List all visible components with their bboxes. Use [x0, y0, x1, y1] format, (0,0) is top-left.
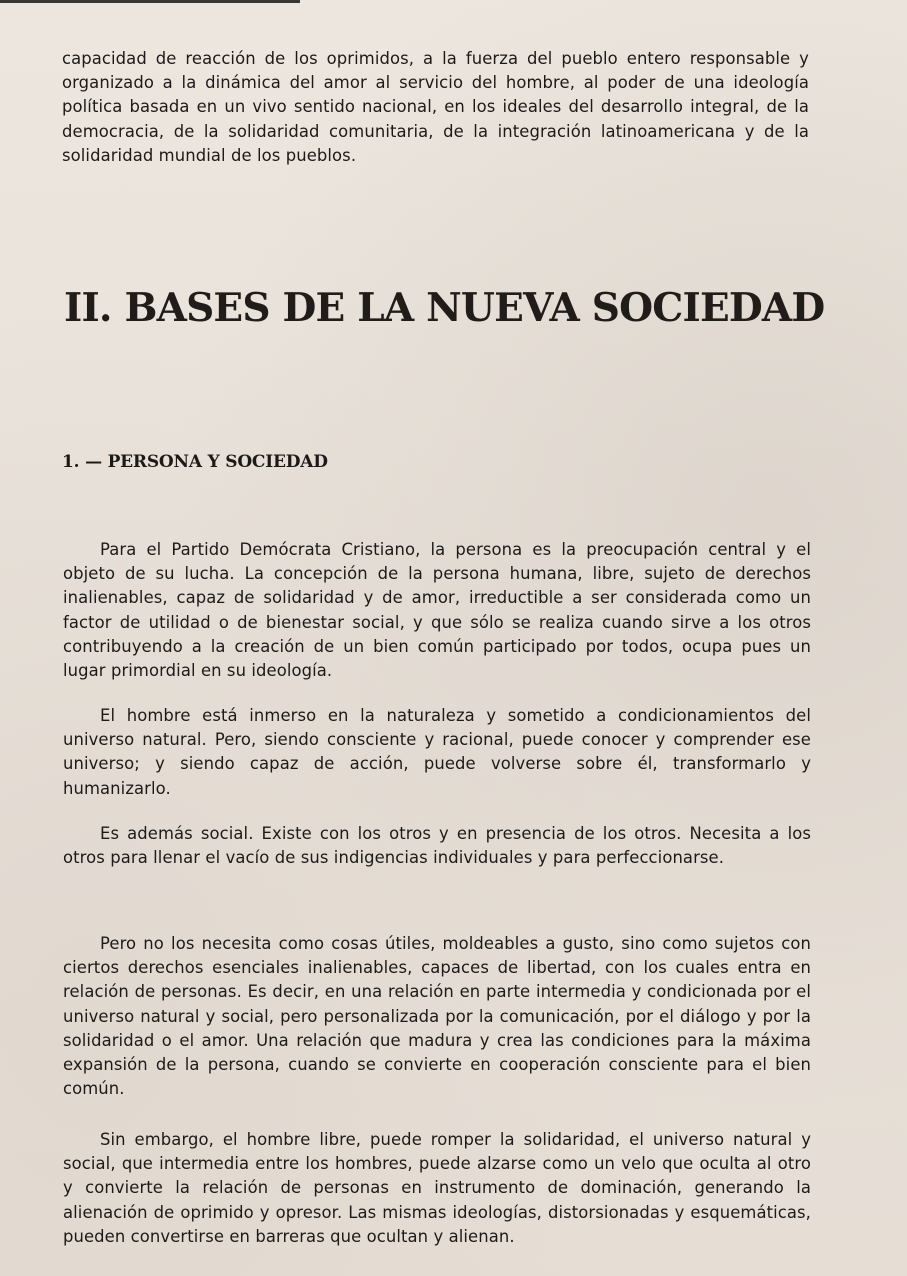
body-paragraph-2: El hombre está inmerso en la naturaleza y sometido a condicionamientos del universo natural. Pero, siendo consciente y racional, puede conocer y comprender ese universo; y siendo capaz de acción, puede volverse sobre él, transformarlo y humanizarlo.: [63, 706, 811, 798]
intro-paragraph: capacidad de reacción de los oprimidos, a la fuerza del pueblo entero responsable y organizado a la dinámica del amor al servicio del hombre, al poder de una ideología política basada en un vivo sentido nacional, en los ideales del desarrollo integral, de la democracia, de la solidaridad comunitaria, de la integración latinoamericana y de la solidaridad mundial de los pueblos.: [62, 49, 809, 165]
section-heading: 1. — PERSONA Y SOCIEDAD: [62, 452, 328, 472]
body-paragraph-3: Es además social. Existe con los otros y en presencia de los otros. Necesita a los otros para llenar el vacío de sus indigencias individuales y para perfeccionarse.: [63, 824, 811, 868]
body-paragraph-5: Sin embargo, el hombre libre, puede romper la solidaridad, el universo natural y social, que intermedia entre los hombres, puede alzarse como un velo que oculta al otro y convierte la relación de personas en instrumento de dominación, generando la alienación de oprimido y opresor. Las mismas ideologías, distorsionadas y esquemáticas, pueden convertirse en barreras que ocultan y alienan.: [63, 1130, 811, 1246]
body-paragraph-4: Pero no los necesita como cosas útiles, moldeables a gusto, sino como sujetos con ciertos derechos esenciales inalienables, capaces de libertad, con los cuales entra en relación de personas. Es decir, en una relación en parte intermedia y condicionada por el universo natural y social, pero personalizada por la comunicación, por el diálogo y por la solidaridad o el amor. Una relación que madura y crea las condiciones para la máxima expansión de la persona, cuando se convierte en cooperación consciente para el bien común.: [63, 934, 811, 1099]
top-edge-rule: [0, 0, 300, 3]
body-paragraph-1: Para el Partido Demócrata Cristiano, la persona es la preocupación central y el objeto de su lucha. La concepción de la persona humana, libre, sujeto de derechos inalienables, capaz de solidaridad y de amor, irreductible a ser considerada como un factor de utilidad o de bienestar social, y que sólo se realiza cuando sirve a los otros contribuyendo a la creación de un bien común participado por todos, ocupa pues un lugar primordial en su ideología.: [63, 540, 811, 681]
chapter-title: II. BASES DE LA NUEVA SOCIEDAD: [64, 285, 825, 331]
